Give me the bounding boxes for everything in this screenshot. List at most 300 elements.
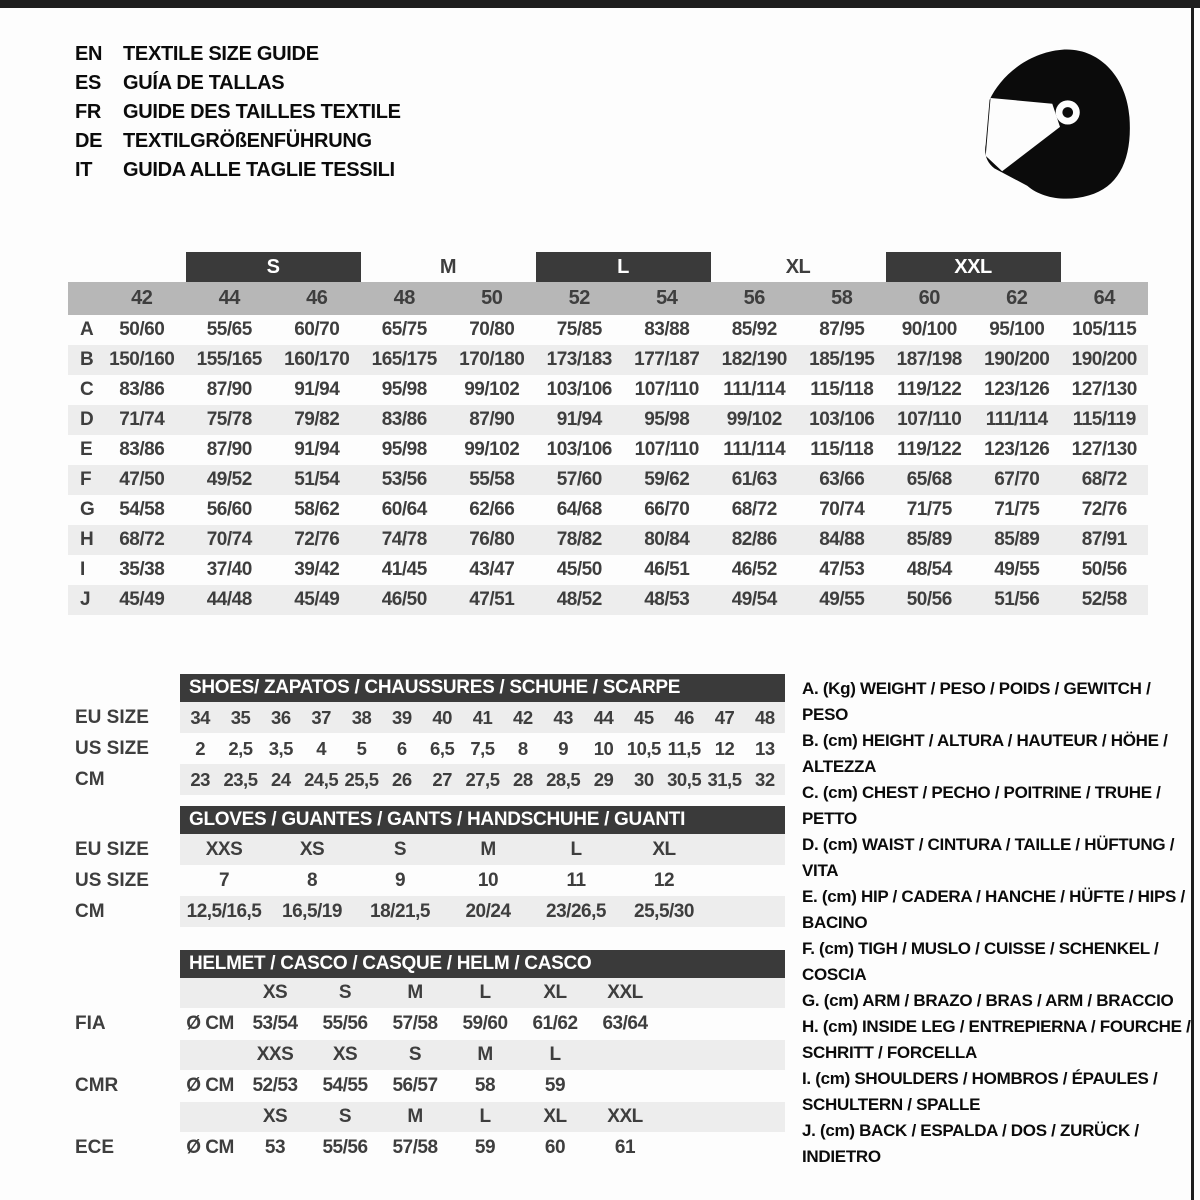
size-label: XS (332, 1044, 358, 1065)
row-label: E (80, 439, 93, 460)
size-value: 91/94 (556, 409, 602, 430)
size-value: 80/84 (644, 529, 690, 550)
value-cell: 7,5 (470, 737, 495, 759)
size-value: 99/102 (464, 439, 520, 460)
value-cell: 20/24 (465, 900, 511, 922)
row-label: A (80, 319, 94, 340)
gloves-section-title: GLOVES / GUANTES / GANTS / HANDSCHUHE / GUANTI (180, 806, 785, 834)
size-value: 170/180 (459, 349, 525, 370)
value-cell: 12 (653, 869, 675, 891)
size-value: 70/74 (819, 499, 865, 520)
value-cell: 11,5 (667, 737, 701, 759)
size-value: 127/130 (1071, 439, 1137, 460)
size-value: 85/92 (731, 319, 777, 340)
row-label: H (80, 529, 94, 550)
size-value: 71/74 (119, 409, 165, 430)
size-value: 65/75 (381, 319, 427, 340)
size-value: 47/50 (119, 469, 165, 490)
value-cell: 59 (474, 1137, 496, 1158)
value-cell: 56/57 (392, 1075, 438, 1096)
size-value: 44/48 (206, 589, 252, 610)
size-value: 99/102 (464, 379, 520, 400)
size-value: 119/122 (897, 439, 962, 460)
size-value: 39/42 (294, 559, 340, 580)
size-value: 78/82 (556, 529, 602, 550)
language-code: ES (75, 72, 102, 94)
textile-row-b (68, 345, 1148, 375)
size-label: S (338, 982, 352, 1003)
size-value: 74/78 (381, 529, 427, 550)
size-label: XL (543, 982, 567, 1003)
top-border (0, 0, 1200, 8)
row-label: EU SIZE (75, 838, 149, 860)
row-values (180, 764, 785, 795)
size-value: 79/82 (294, 409, 340, 430)
size-label: S (408, 1044, 422, 1065)
size-value: 55/58 (469, 469, 515, 490)
value-cell: 48 (755, 706, 775, 728)
size-group-xl: XL (785, 255, 811, 278)
size-value: 165/175 (371, 349, 437, 370)
size-value: 111/114 (723, 439, 786, 460)
standard-label: ECE (75, 1137, 115, 1158)
size-value: 59/62 (644, 469, 690, 490)
row-label: B (80, 349, 94, 370)
size-number: 58 (831, 287, 853, 309)
textile-row-d (68, 405, 1148, 435)
value-cell: 13 (755, 737, 775, 759)
value-cell: 41 (472, 706, 493, 728)
size-value: 49/54 (731, 589, 777, 610)
size-value: 48/53 (644, 589, 690, 610)
value-cell: L (570, 838, 582, 860)
value-cell: 28,5 (546, 768, 581, 790)
size-value: 87/91 (1081, 529, 1127, 550)
size-value: 95/98 (381, 379, 427, 400)
size-label: XL (543, 1106, 567, 1127)
language-code: FR (75, 101, 102, 123)
size-value: 155/165 (196, 349, 262, 370)
helmet-sizes-cmr (68, 1040, 785, 1070)
size-value: 91/94 (294, 439, 340, 460)
value-cell: M (480, 838, 496, 860)
helmet-size-labels (180, 1040, 785, 1070)
helmet-value-cells (180, 1070, 785, 1102)
language-row (75, 127, 401, 156)
size-value: 187/198 (896, 349, 962, 370)
size-value: 49/55 (994, 559, 1040, 580)
row-values (180, 865, 785, 896)
value-cell: 18/21,5 (370, 900, 430, 922)
size-value: 50/60 (119, 319, 165, 340)
helmet-values-cmr (68, 1070, 785, 1102)
shoes-section-title: SHOES/ ZAPATOS / CHAUSSURES / SCHUHE / SCARPE (180, 674, 785, 702)
size-label: XXL (607, 1106, 643, 1127)
legend-item-b: B. (cm) HEIGHT / ALTURA / HAUTEUR / HÖHE / ALTEZZA (802, 731, 1168, 776)
row-label: D (80, 409, 94, 430)
size-value: 67/70 (994, 469, 1040, 490)
textile-row-g (68, 495, 1148, 525)
size-value: 60/64 (381, 499, 427, 520)
value-cell: 11 (566, 869, 586, 891)
value-cell: 4 (316, 737, 327, 759)
helmet-value-cells (180, 1008, 785, 1040)
size-value: 72/76 (294, 529, 340, 550)
size-label: M (407, 982, 423, 1003)
value-cell: 44 (593, 706, 614, 728)
size-number: 46 (306, 287, 328, 309)
size-value: 115/119 (1072, 409, 1136, 430)
size-number: 50 (481, 287, 503, 309)
row-values (180, 733, 785, 764)
size-value: 71/75 (906, 499, 952, 520)
size-value: 103/106 (546, 379, 612, 400)
value-cell: 60 (544, 1137, 566, 1158)
size-value: 84/88 (819, 529, 865, 550)
value-cell: 7 (218, 869, 230, 891)
size-value: 49/52 (206, 469, 252, 490)
value-cell: 26 (392, 768, 412, 790)
value-cell: 27 (432, 768, 452, 790)
size-value: 103/106 (546, 439, 612, 460)
helmet-size-labels (180, 978, 785, 1008)
value-cell: 3,5 (268, 737, 293, 759)
value-cell: 46 (674, 706, 694, 728)
size-label: M (477, 1044, 493, 1065)
size-value: 68/72 (731, 499, 777, 520)
value-cell: 61/62 (532, 1013, 578, 1034)
size-value: 50/56 (1081, 559, 1127, 580)
group-spacer (68, 252, 98, 282)
value-cell: 6,5 (430, 737, 455, 759)
value-cell: 32 (755, 768, 775, 790)
value-cell: 23 (190, 768, 210, 790)
size-value: 51/56 (994, 589, 1040, 610)
value-cell: 9 (394, 869, 406, 891)
value-cell: 42 (513, 706, 533, 728)
size-label: S (338, 1106, 352, 1127)
row-label: CM (75, 768, 105, 790)
size-label: L (479, 982, 491, 1003)
value-cell: 2,5 (228, 737, 253, 759)
size-value: 83/86 (381, 409, 427, 430)
row-label (68, 1102, 180, 1132)
size-label: XXS (256, 1044, 294, 1065)
size-value: 190/200 (1071, 349, 1137, 370)
value-cell: 40 (432, 706, 452, 728)
value-cell: XL (652, 838, 676, 860)
textile-rows (68, 315, 1148, 615)
size-value: 87/95 (819, 319, 865, 340)
size-group-m: M (439, 255, 457, 278)
size-value: 65/68 (906, 469, 952, 490)
legend-item-a: A. (Kg) WEIGHT / PESO / POIDS / GEWITCH / PESO (802, 679, 1151, 724)
size-number: 44 (218, 287, 240, 309)
size-value: 53/56 (381, 469, 427, 490)
size-value: 87/90 (206, 439, 252, 460)
size-value: 35/38 (119, 559, 165, 580)
size-value: 75/78 (206, 409, 252, 430)
value-cell: 10 (477, 869, 499, 891)
legend-item-c: C. (cm) CHEST / PECHO / POITRINE / TRUHE / PETTO (802, 783, 1161, 828)
size-value: 83/86 (119, 439, 165, 460)
helmet-values-fia (68, 1008, 785, 1040)
value-cell: 27,5 (465, 768, 500, 790)
size-value: 173/183 (546, 349, 612, 370)
value-cell: 6 (396, 737, 407, 759)
size-value: 107/110 (634, 439, 699, 460)
textile-size-table (68, 252, 1148, 615)
helmet-sizes-fia (68, 978, 785, 1008)
value-cell: 8 (306, 869, 318, 891)
row-label (68, 978, 180, 1008)
size-number: 54 (656, 287, 678, 309)
textile-row-i (68, 555, 1148, 585)
size-value: 95/98 (381, 439, 427, 460)
row-label: C (80, 379, 94, 400)
value-cell: 12,5/16,5 (186, 900, 262, 922)
measurement-legend (802, 676, 1200, 1170)
size-value: 55/65 (206, 319, 252, 340)
value-cell: 25,5 (344, 768, 379, 790)
row-label: J (80, 589, 91, 610)
size-value: 45/50 (556, 559, 602, 580)
value-cell: 53 (264, 1137, 286, 1158)
language-title: GUÍA DE TALLAS (123, 72, 285, 94)
language-row (75, 40, 401, 69)
size-label: L (549, 1044, 561, 1065)
size-value: 68/72 (119, 529, 165, 550)
value-cell: 57/58 (392, 1013, 438, 1034)
gloves-rows (68, 834, 785, 927)
size-value: 127/130 (1071, 379, 1137, 400)
size-value: 47/51 (469, 589, 515, 610)
size-value: 119/122 (897, 379, 962, 400)
helmet-sizes-ece (68, 1102, 785, 1132)
size-value: 111/114 (985, 409, 1048, 430)
value-cell: 35 (230, 706, 251, 728)
value-cell: 25,5/30 (634, 900, 694, 922)
language-code: EN (75, 43, 103, 65)
size-value: 61/63 (731, 469, 777, 490)
value-cell: 47 (714, 706, 735, 728)
size-value: 62/66 (469, 499, 515, 520)
value-cell: 59 (544, 1075, 566, 1096)
size-number: 56 (743, 287, 765, 309)
size-value: 111/114 (723, 379, 786, 400)
language-title: GUIDA ALLE TAGLIE TESSILI (123, 159, 395, 181)
language-row (75, 156, 401, 185)
size-value: 115/118 (810, 379, 874, 400)
helmet-value-cells (180, 1132, 785, 1164)
size-value: 54/58 (119, 499, 165, 520)
value-cell: 28 (513, 768, 533, 790)
row-values (180, 896, 785, 927)
size-value: 52/58 (1081, 589, 1127, 610)
legend-item-f: F. (cm) TIGH / MUSLO / CUISSE / SCHENKEL / COSCIA (802, 939, 1159, 984)
size-label: L (479, 1106, 491, 1127)
size-value: 150/160 (109, 349, 175, 370)
legend-item-g: G. (cm) ARM / BRAZO / BRAS / ARM / BRACCIO (802, 991, 1174, 1010)
value-cell: XS (299, 838, 325, 860)
size-value: 50/56 (906, 589, 952, 610)
value-cell: 30 (634, 768, 654, 790)
size-number: 48 (393, 287, 415, 309)
size-value: 60/70 (294, 319, 340, 340)
value-cell: 8 (517, 737, 528, 759)
size-value: 123/126 (984, 439, 1050, 460)
gloves-row-cm (68, 896, 785, 927)
value-cell: 29 (593, 768, 614, 790)
size-value: 83/86 (119, 379, 165, 400)
gloves-section (68, 806, 785, 927)
size-value: 107/110 (897, 409, 962, 430)
value-cell: 52/53 (252, 1075, 298, 1096)
size-value: 85/89 (994, 529, 1040, 550)
helmet-section-title: HELMET / CASCO / CASQUE / HELM / CASCO (180, 950, 785, 978)
value-cell: 9 (558, 737, 569, 759)
legend-item-j: J. (cm) BACK / ESPALDA / DOS / ZURÜCK / INDIETRO (802, 1121, 1139, 1166)
row-values (180, 702, 785, 733)
size-number: 64 (1093, 287, 1115, 309)
value-cell: S (393, 838, 407, 860)
value-cell: 57/58 (392, 1137, 438, 1158)
racing-helmet-icon (982, 42, 1138, 206)
gloves-row-eu-size (68, 834, 785, 865)
size-value: 70/74 (206, 529, 252, 550)
size-value: 45/49 (119, 589, 165, 610)
size-number-row (68, 282, 1148, 315)
size-value: 37/40 (206, 559, 252, 580)
size-value: 182/190 (721, 349, 787, 370)
size-value: 46/51 (644, 559, 690, 580)
value-cell: 43 (553, 706, 573, 728)
size-value: 48/54 (906, 559, 952, 580)
size-value: 58/62 (294, 499, 340, 520)
helmet-rows (68, 978, 785, 1164)
value-cell: 36 (271, 706, 291, 728)
value-cell: 24,5 (304, 768, 339, 790)
row-label (68, 1040, 180, 1070)
size-value: 45/49 (294, 589, 340, 610)
value-cell: 53/54 (252, 1013, 298, 1034)
textile-row-e (68, 435, 1148, 465)
size-value: 49/55 (819, 589, 865, 610)
size-value: 160/170 (284, 349, 350, 370)
size-value: 72/76 (1081, 499, 1127, 520)
size-value: 115/118 (810, 439, 874, 460)
size-value: 99/102 (726, 409, 782, 430)
size-number: 42 (131, 287, 153, 309)
row-label: EU SIZE (75, 706, 149, 728)
size-value: 82/86 (731, 529, 777, 550)
value-cell: 10,5 (626, 737, 661, 759)
value-cell: 5 (356, 737, 367, 759)
shoes-row-cm (68, 764, 785, 795)
value-cell: 37 (311, 706, 331, 728)
value-cell: 55/56 (322, 1137, 368, 1158)
language-title: GUIDE DES TAILLES TEXTILE (123, 101, 401, 123)
row-label: G (80, 499, 95, 520)
size-value: 95/100 (989, 319, 1045, 340)
size-value: 68/72 (1081, 469, 1127, 490)
row-label: I (80, 559, 85, 580)
value-cell: 45 (634, 706, 654, 728)
value-cell: 59/60 (462, 1013, 508, 1034)
size-value: 177/187 (634, 349, 700, 370)
unit-label: Ø CM (186, 1013, 234, 1034)
size-value: 185/195 (809, 349, 875, 370)
size-group-header-row (68, 252, 1148, 282)
row-label: F (80, 469, 92, 490)
value-cell: 10 (593, 737, 614, 759)
size-label: XXL (607, 982, 643, 1003)
size-value: 76/80 (469, 529, 515, 550)
size-value: 87/90 (206, 379, 252, 400)
value-cell: 58 (474, 1075, 496, 1096)
size-value: 57/60 (556, 469, 602, 490)
size-value: 41/45 (381, 559, 427, 580)
size-value: 75/85 (556, 319, 602, 340)
size-value: 91/94 (294, 379, 340, 400)
size-value: 46/52 (731, 559, 777, 580)
value-cell: 54/55 (322, 1075, 368, 1096)
size-group-l: L (536, 252, 711, 282)
size-value: 190/200 (984, 349, 1050, 370)
textile-row-f (68, 465, 1148, 495)
size-group-xxl: XXL (886, 252, 1061, 282)
value-cell: 2 (195, 737, 206, 759)
row-label: US SIZE (75, 869, 149, 891)
language-title: TEXTILE SIZE GUIDE (123, 43, 319, 65)
size-value: 63/66 (819, 469, 865, 490)
language-row (75, 69, 401, 98)
value-cell: 16,5/19 (282, 900, 342, 922)
standard-label: FIA (75, 1013, 106, 1034)
size-value: 123/126 (984, 379, 1050, 400)
value-cell: 61 (614, 1137, 636, 1158)
language-code: DE (75, 130, 103, 152)
size-value: 71/75 (994, 499, 1040, 520)
shoes-row-us-size (68, 733, 785, 764)
value-cell: 39 (392, 706, 412, 728)
language-list (75, 40, 401, 185)
size-value: 43/47 (469, 559, 515, 580)
size-value: 90/100 (901, 319, 957, 340)
size-number: 60 (918, 287, 940, 309)
value-cell: 24 (271, 768, 291, 790)
language-title: TEXTILGRÖßENFÜHRUNG (123, 130, 372, 152)
value-cell: 63/64 (602, 1013, 648, 1034)
size-value: 83/88 (644, 319, 690, 340)
value-cell: XXS (205, 838, 243, 860)
size-value: 64/68 (556, 499, 602, 520)
textile-row-c (68, 375, 1148, 405)
size-value: 105/115 (1072, 319, 1137, 340)
legend-item-e: E. (cm) HIP / CADERA / HANCHE / HÜFTE / HIPS / BACINO (802, 887, 1185, 932)
row-label: CM (75, 900, 105, 922)
textile-row-h (68, 525, 1148, 555)
legend-item-i: I. (cm) SHOULDERS / HOMBROS / ÉPAULES / SCHULTERN / SPALLE (802, 1069, 1158, 1114)
size-value: 51/54 (294, 469, 340, 490)
gloves-row-us-size (68, 865, 785, 896)
standard-label: CMR (75, 1075, 119, 1096)
value-cell: 12 (714, 737, 735, 759)
language-row (75, 98, 401, 127)
size-value: 66/70 (644, 499, 690, 520)
size-value: 103/106 (809, 409, 875, 430)
size-value: 47/53 (819, 559, 865, 580)
